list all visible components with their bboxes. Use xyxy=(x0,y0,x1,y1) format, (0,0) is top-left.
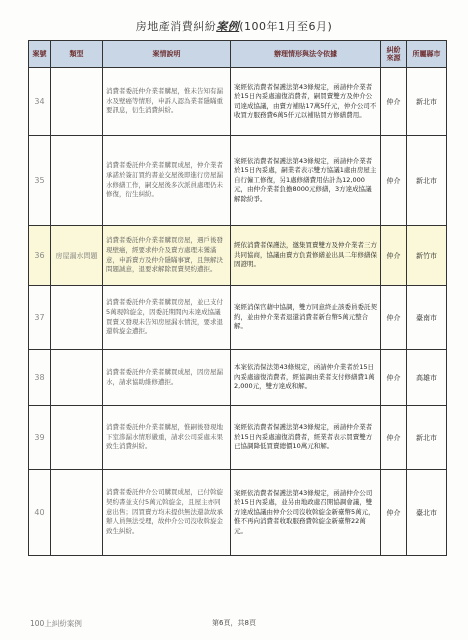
case-description: 消費者委託仲介業者購屋，惟未告知有漏水及壁癌等情形，申訴人認為業者隱瞞重要訊息，衍生消費糾紛。 xyxy=(103,68,231,136)
footer-document-label: 100上糾紛案例 xyxy=(30,619,82,628)
case-county: 臺北市 xyxy=(407,470,447,556)
case-type xyxy=(51,136,103,226)
case-county: 新竹市 xyxy=(407,226,447,286)
table-row xyxy=(29,406,447,470)
col-header-handling: 辦理情形與法令依據 xyxy=(231,41,381,68)
case-description: 消費者委託仲介業者購買成屋，因房屋漏水，請求協助維修遭拒。 xyxy=(103,350,231,406)
case-handling: 案經依消費者保護法第43條規定，函請仲介業者於15日內妥處適復消費者，經業者表示買賣雙方已協調降低買賣總價10萬元和解。 xyxy=(231,406,381,470)
case-source: 仲介 xyxy=(381,136,407,226)
case-no: 35 xyxy=(29,136,51,226)
case-no: 38 xyxy=(29,350,51,406)
table-row xyxy=(29,68,447,136)
case-source: 仲介 xyxy=(381,286,407,350)
table-row xyxy=(29,470,447,556)
case-handling: 案經依消費者保護法第43條規定，函請仲介業者於15日內妥處，嗣業者表示雙方協議1處由房屋主自行僱工修復，另1處修繕費用估計為12,000元，由仲介業者負擔8000元修繕，3方達成協議解除紛爭。 xyxy=(231,136,381,226)
title-suffix: (100年1月至6月) xyxy=(239,20,333,33)
case-description: 消費者委託仲介業者購買房屋，遇戶後發現壁癌，經要求仲介及賣方處理未獲滿意，申訴賣方及仲介隱瞞事實，且無解決問題誠意，退要求解除買賣契約遭拒。 xyxy=(103,226,231,286)
case-county: 新北市 xyxy=(407,136,447,226)
case-county: 新北市 xyxy=(407,406,447,470)
case-handling: 案經依消費者保護法第43條規定，函請仲介業者於15日內妥處適復消費者，嗣買賣雙方及仲介公司達成協議，由賣方補貼17萬5仟元，仲介公司不收買方服務費6萬5仟元以補貼買方修繕費用。 xyxy=(231,68,381,136)
case-handling: 案經依消費者保護法第43條規定，函請仲介公司於15日內妥處，並另由地政處召開協調會議，雙方達成協議由仲介公司沒收斡旋金新臺幣5萬元，惟不再向消費者收取服務費斡旋金新臺幣22萬元。 xyxy=(231,470,381,556)
case-type: 房屋漏水問題 xyxy=(51,226,103,286)
case-no: 37 xyxy=(29,286,51,350)
col-header-source: 糾紛來源 xyxy=(381,41,407,68)
case-type xyxy=(51,68,103,136)
case-source: 仲介 xyxy=(381,470,407,556)
title-emphasis: 案例 xyxy=(216,20,240,33)
col-header-county: 所屬縣市 xyxy=(407,41,447,68)
case-county: 新北市 xyxy=(407,68,447,136)
case-type xyxy=(51,286,103,350)
col-header-type: 類型 xyxy=(51,41,103,68)
case-no: 34 xyxy=(29,68,51,136)
table-row xyxy=(29,226,447,286)
table-row xyxy=(29,136,447,226)
case-handling: 案經消保官藉中協調，雙方同意終止該委員委託契約，並由仲介業者退還消費者新台幣5萬元整合解。 xyxy=(231,286,381,350)
case-county: 臺南市 xyxy=(407,286,447,350)
table-header-row xyxy=(29,41,447,68)
col-header-case-no: 案號 xyxy=(29,41,51,68)
case-no: 36 xyxy=(29,226,51,286)
case-description: 消費者委託仲介業者購買成屋，仲介業者承諾於簽訂買約書並交屋後即進行房屋漏水修繕工作，嗣交屋後多次派員處理仍未修復，衍生糾紛。 xyxy=(103,136,231,226)
case-source: 仲介 xyxy=(381,68,407,136)
case-no: 40 xyxy=(29,470,51,556)
case-no: 39 xyxy=(29,406,51,470)
case-type xyxy=(51,470,103,556)
case-type xyxy=(51,406,103,470)
table-row xyxy=(29,286,447,350)
case-description: 消費者委託仲介公司購買成屋，已付斡旋契約書並支付5萬元斡旋金，且屋主亦同意出售；因買賣方均未提供無法還款故承辦人員無法受理，故仲介公司沒收斡旋金致生糾紛。 xyxy=(103,470,231,556)
case-source: 仲介 xyxy=(381,406,407,470)
table-row xyxy=(29,350,447,406)
page-title xyxy=(0,18,468,34)
col-header-description: 案情說明 xyxy=(103,41,231,68)
page-number: 第6頁，共8頁 xyxy=(212,619,256,627)
case-description: 消費者委託仲介業者購買房屋，並已支付5萬現斡旋金，因委託期間內未達成協議買賣又發現未告知房屋漏水情況，要求退還斡旋金遭拒。 xyxy=(103,286,231,350)
case-handling: 本案依消保法第43條規定，函請仲介業者於15日內妥處適復消費者，經協調由業者支付修繕費1萬2,000元，雙方達成和解。 xyxy=(231,350,381,406)
title-prefix: 房地產消費糾紛 xyxy=(135,20,217,33)
case-source: 仲介 xyxy=(381,350,407,406)
case-source: 仲介 xyxy=(381,226,407,286)
case-type xyxy=(51,350,103,406)
case-description: 消費者委託仲介業者購屋，惟嗣後發現地下室滲漏水情形嚴重，請求公司妥處未果致生消費糾紛。 xyxy=(103,406,231,470)
case-county: 高雄市 xyxy=(407,350,447,406)
disputes-table xyxy=(28,40,447,556)
case-handling: 經依消費者保護法，邀集買賣雙方及仲介業者三方共同協商，協議由賣方負責修繕並出具二年修繕保固證明。 xyxy=(231,226,381,286)
